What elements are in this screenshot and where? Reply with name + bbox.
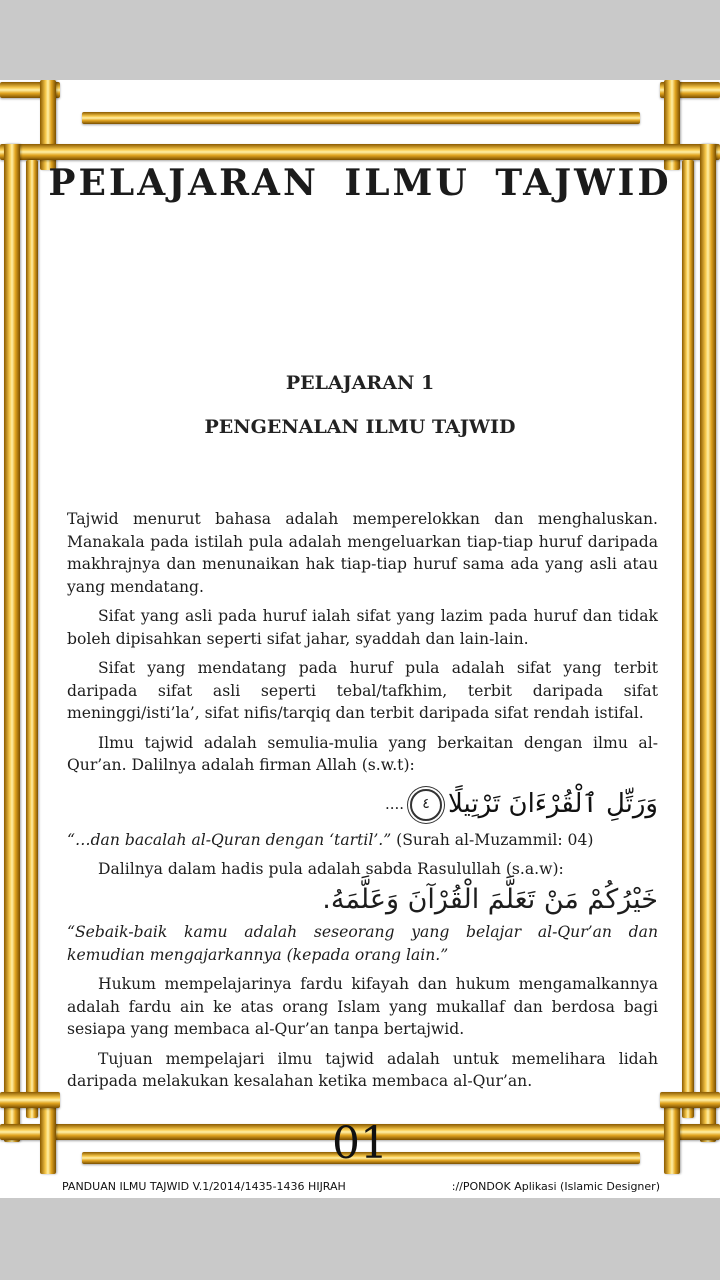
quran-verse [67,787,658,823]
body-text [67,508,658,1100]
frame-left-outer-post [4,144,20,1142]
verse-arabic-text: وَرَتِّلِ ٱلْقُرْءَانَ تَرْتِيلًا [448,789,658,820]
frame-right-inner-post [682,160,694,1118]
verse-source: (Surah al-Muzammil: 04) [391,830,594,849]
paragraph-original-traits: Sifat yang asli pada huruf ialah sifat yang lazim pada huruf dan tidak boleh dipisahkan seperti sifat jahar, syaddah dan lain-lain. [67,607,658,648]
frame-top-main-bar [0,144,720,160]
lesson-number: PELAJARAN 1 [285,372,435,394]
paragraph-definition: Tajwid menurut bahasa adalah memperelokkan dan menghaluskan. Manakala pada istilah pula adalah mengeluarkan tiap-tiap huruf daripada makhrajnya dan menunaikan hak tiap-tiap huruf sama ada yang asli atau yang mendatang. [67,510,658,596]
footer-publisher: ://PONDOK Aplikasi (Islamic Designer) [451,1180,660,1193]
paragraph-ruling: Hukum mempelajarinya fardu kifayah dan hukum mengamalkannya adalah fardu ain ke atas orang Islam yang mukallaf dan berdosa bagi sesiapa yang membaca al-Qur’an tanpa bertajwid. [67,975,658,1038]
hadith-arabic-text: خَيْرُكُمْ مَنْ تَعَلَّمَ الْقُرْآنَ وَعَلَّمَهُ. [322,883,658,915]
hadith-translation: “Sebaik-baik kamu adalah seseorang yang belajar al-Qur’an dan kemudian mengajarkannya (kepada orang lain.” [67,923,658,964]
lesson-heading: PENGENALAN ILMU TAJWID [204,416,516,438]
frame-bottom-outer-bar-right [660,1092,720,1108]
ayah-number-marker-icon: ٤ [410,789,442,821]
frame-left-inner-post [26,160,38,1118]
paragraph-purpose: Tujuan mempelajari ilmu tajwid adalah untuk memelihara lidah daripada melakukan kesalahan ketika membaca al-Qur’an. [67,1049,658,1090]
document-page [0,80,720,1198]
footer-publication: PANDUAN ILMU TAJWID V.1/2014/1435-1436 HIJRAH [62,1180,346,1193]
paragraph-virtue: Ilmu tajwid adalah semulia-mulia yang berkaitan dengan ilmu al-Qur’an. Dalilnya adalah firman Allah (s.w.t): [67,733,658,774]
verse-translation-text: “…dan bacalah al-Quran dengan ‘tartil’.” [67,830,392,849]
page-title: PELAJARAN ILMU TAJWID [48,162,672,204]
paragraph-hadith-intro: Dalilnya dalam hadis pula adalah sabda Rasulullah (s.a.w): [98,860,564,878]
verse-translation [67,829,658,852]
frame-bottom-outer-bar-left [0,1092,60,1108]
frame-right-outer-post [700,144,716,1142]
frame-top-inner-bar [82,112,640,124]
page-number: 01 [332,1118,388,1169]
paragraph-incidental-traits: Sifat yang mendatang pada huruf pula adalah sifat yang terbit daripada sifat asli seperti tebal/tafkhim, terbit daripada sifat meninggi/isti’la’, sifat nifis/tarqiq dan terbit daripada sifat rendah istifal. [67,659,658,722]
verse-ellipsis: .... [384,795,405,814]
